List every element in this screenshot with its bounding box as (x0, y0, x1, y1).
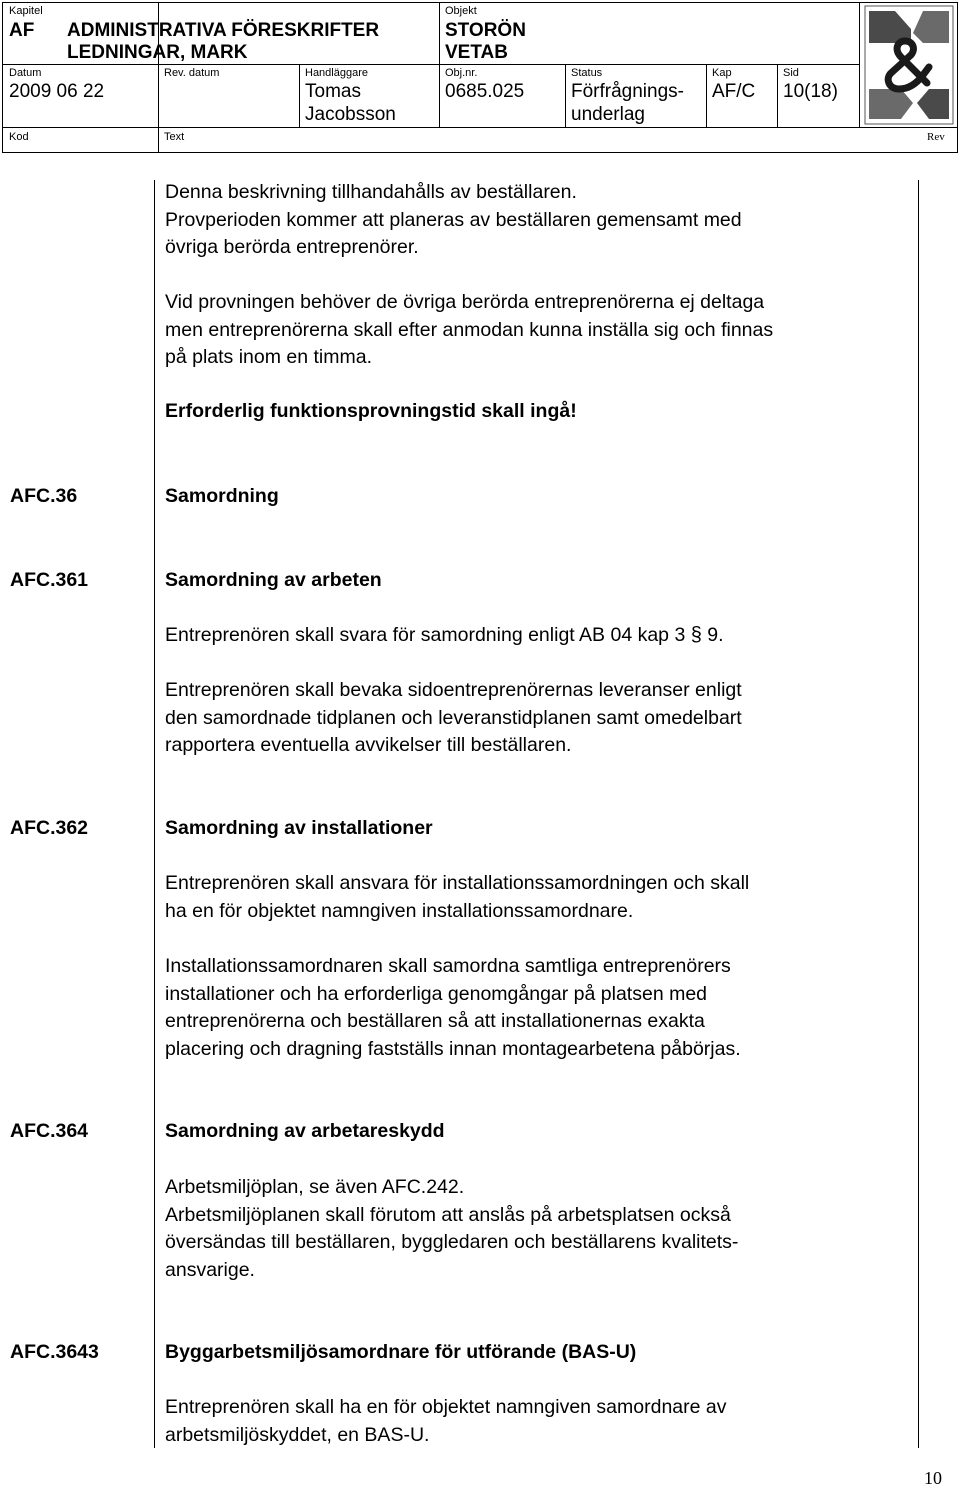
status-line1: Förfrågnings- (571, 81, 684, 102)
intro-paragraph-1: Denna beskrivning tillhandahålls av beställaren. Provperioden kommer att planeras av beställaren gemensamt med övriga berörda entreprenörer. (165, 181, 742, 258)
section-title: Samordning av arbeten (165, 569, 382, 591)
section-code: AFC.362 (10, 817, 89, 839)
handlaggare-line1: Tomas (305, 81, 361, 102)
document-title-line1: ADMINISTRATIVA FÖRESKRIFTER (67, 20, 380, 41)
handlaggare-label: Handläggare (305, 67, 368, 79)
objekt-line1: STORÖN (445, 20, 526, 41)
section-paragraph: Entreprenören skall ansvara för installationssamordningen och skall ha en för objektet namngiven installationssamordnare. (165, 872, 750, 922)
section-paragraph: Entreprenören skall ha en för objektet namngiven samordnare av arbetsmiljöskyddet, en BAS-U. (165, 1396, 727, 1446)
datum-label: Datum (9, 67, 42, 79)
page-number: 10 (924, 1468, 942, 1488)
section-paragraph: Entreprenören skall bevaka sidoentreprenörernas leveranser enligt den samordnade tidplanen och leveranstidplanen samt omedelbart rapportera eventuella avvikelser till beställaren. (165, 679, 742, 756)
header-divider (439, 3, 440, 127)
revdatum-label: Rev. datum (164, 67, 220, 79)
objekt-label: Objekt (445, 5, 477, 17)
section-code: AFC.3643 (10, 1341, 99, 1363)
kapitel-label: Kapitel (9, 5, 43, 17)
header-divider (3, 127, 957, 128)
section-code: AFC.364 (10, 1120, 89, 1142)
document-title-line2: LEDNINGAR, MARK (67, 42, 248, 63)
status-label: Status (571, 67, 603, 79)
header-divider (299, 64, 300, 127)
section-title: Byggarbetsmiljösamordnare för utförande (BAS-U) (165, 1341, 637, 1363)
sid-value: 10(18) (783, 81, 838, 102)
datum-value: 2009 06 22 (9, 81, 105, 102)
sid-label: Sid (783, 67, 799, 79)
objnr-label: Obj.nr. (445, 67, 478, 79)
section-code: AFC.361 (10, 569, 89, 591)
paragraph-text: Entreprenören skall svara för samordning enligt AB 04 kap 3 (165, 624, 691, 646)
company-logo (861, 3, 957, 129)
kapitel-value: AF (9, 20, 35, 41)
text-label: Text (164, 131, 185, 143)
intro-bold-note: Erforderlig funktionsprovningstid skall ingå! (165, 400, 577, 422)
objekt-line2: VETAB (445, 42, 508, 63)
section-title: Samordning (165, 485, 279, 507)
section-paragraph: Installationssamordnaren skall samordna samtliga entreprenörers installationer och ha erforderliga genomgångar på platsen med entreprenörerna och beställaren så att installationernas exakta placering och dragning fastställs innan montagearbetena påbörjas. (165, 955, 741, 1060)
kap-value: AF/C (712, 81, 756, 102)
section-paragraph: Arbetsmiljöplan, se även AFC.242. Arbetsmiljöplanen skall förutom att anslås på arbetsplatsen också översändas till beställaren, byggledaren och beställarens kvalitets- ansvarige. (165, 1176, 739, 1281)
rev-column-rule (918, 180, 919, 1448)
status-line2: underlag (571, 104, 645, 125)
objnr-value: 0685.025 (445, 81, 525, 102)
section-paragraph (165, 622, 724, 650)
header-divider (859, 3, 860, 127)
document-header (2, 2, 958, 153)
header-divider (3, 64, 859, 65)
section-code: AFC.36 (10, 485, 78, 507)
code-column-rule (154, 180, 155, 1448)
header-divider (565, 64, 566, 127)
header-divider (777, 64, 778, 127)
paragraph-end: 9. (701, 624, 724, 646)
intro-paragraph-2: Vid provningen behöver de övriga berörda entreprenörerna ej deltaga men entreprenörerna skall efter anmodan kunna inställa sig och finnas på plats inom en timma. (165, 291, 774, 368)
section-sign: § (690, 624, 702, 646)
handlaggare-line2: Jacobsson (305, 104, 396, 125)
section-title: Samordning av installationer (165, 817, 433, 839)
kod-label: Kod (9, 131, 29, 143)
header-divider (706, 64, 707, 127)
kap-label: Kap (712, 67, 732, 79)
rev-label: Rev (927, 131, 945, 143)
section-title: Samordning av arbetareskydd (165, 1120, 445, 1142)
